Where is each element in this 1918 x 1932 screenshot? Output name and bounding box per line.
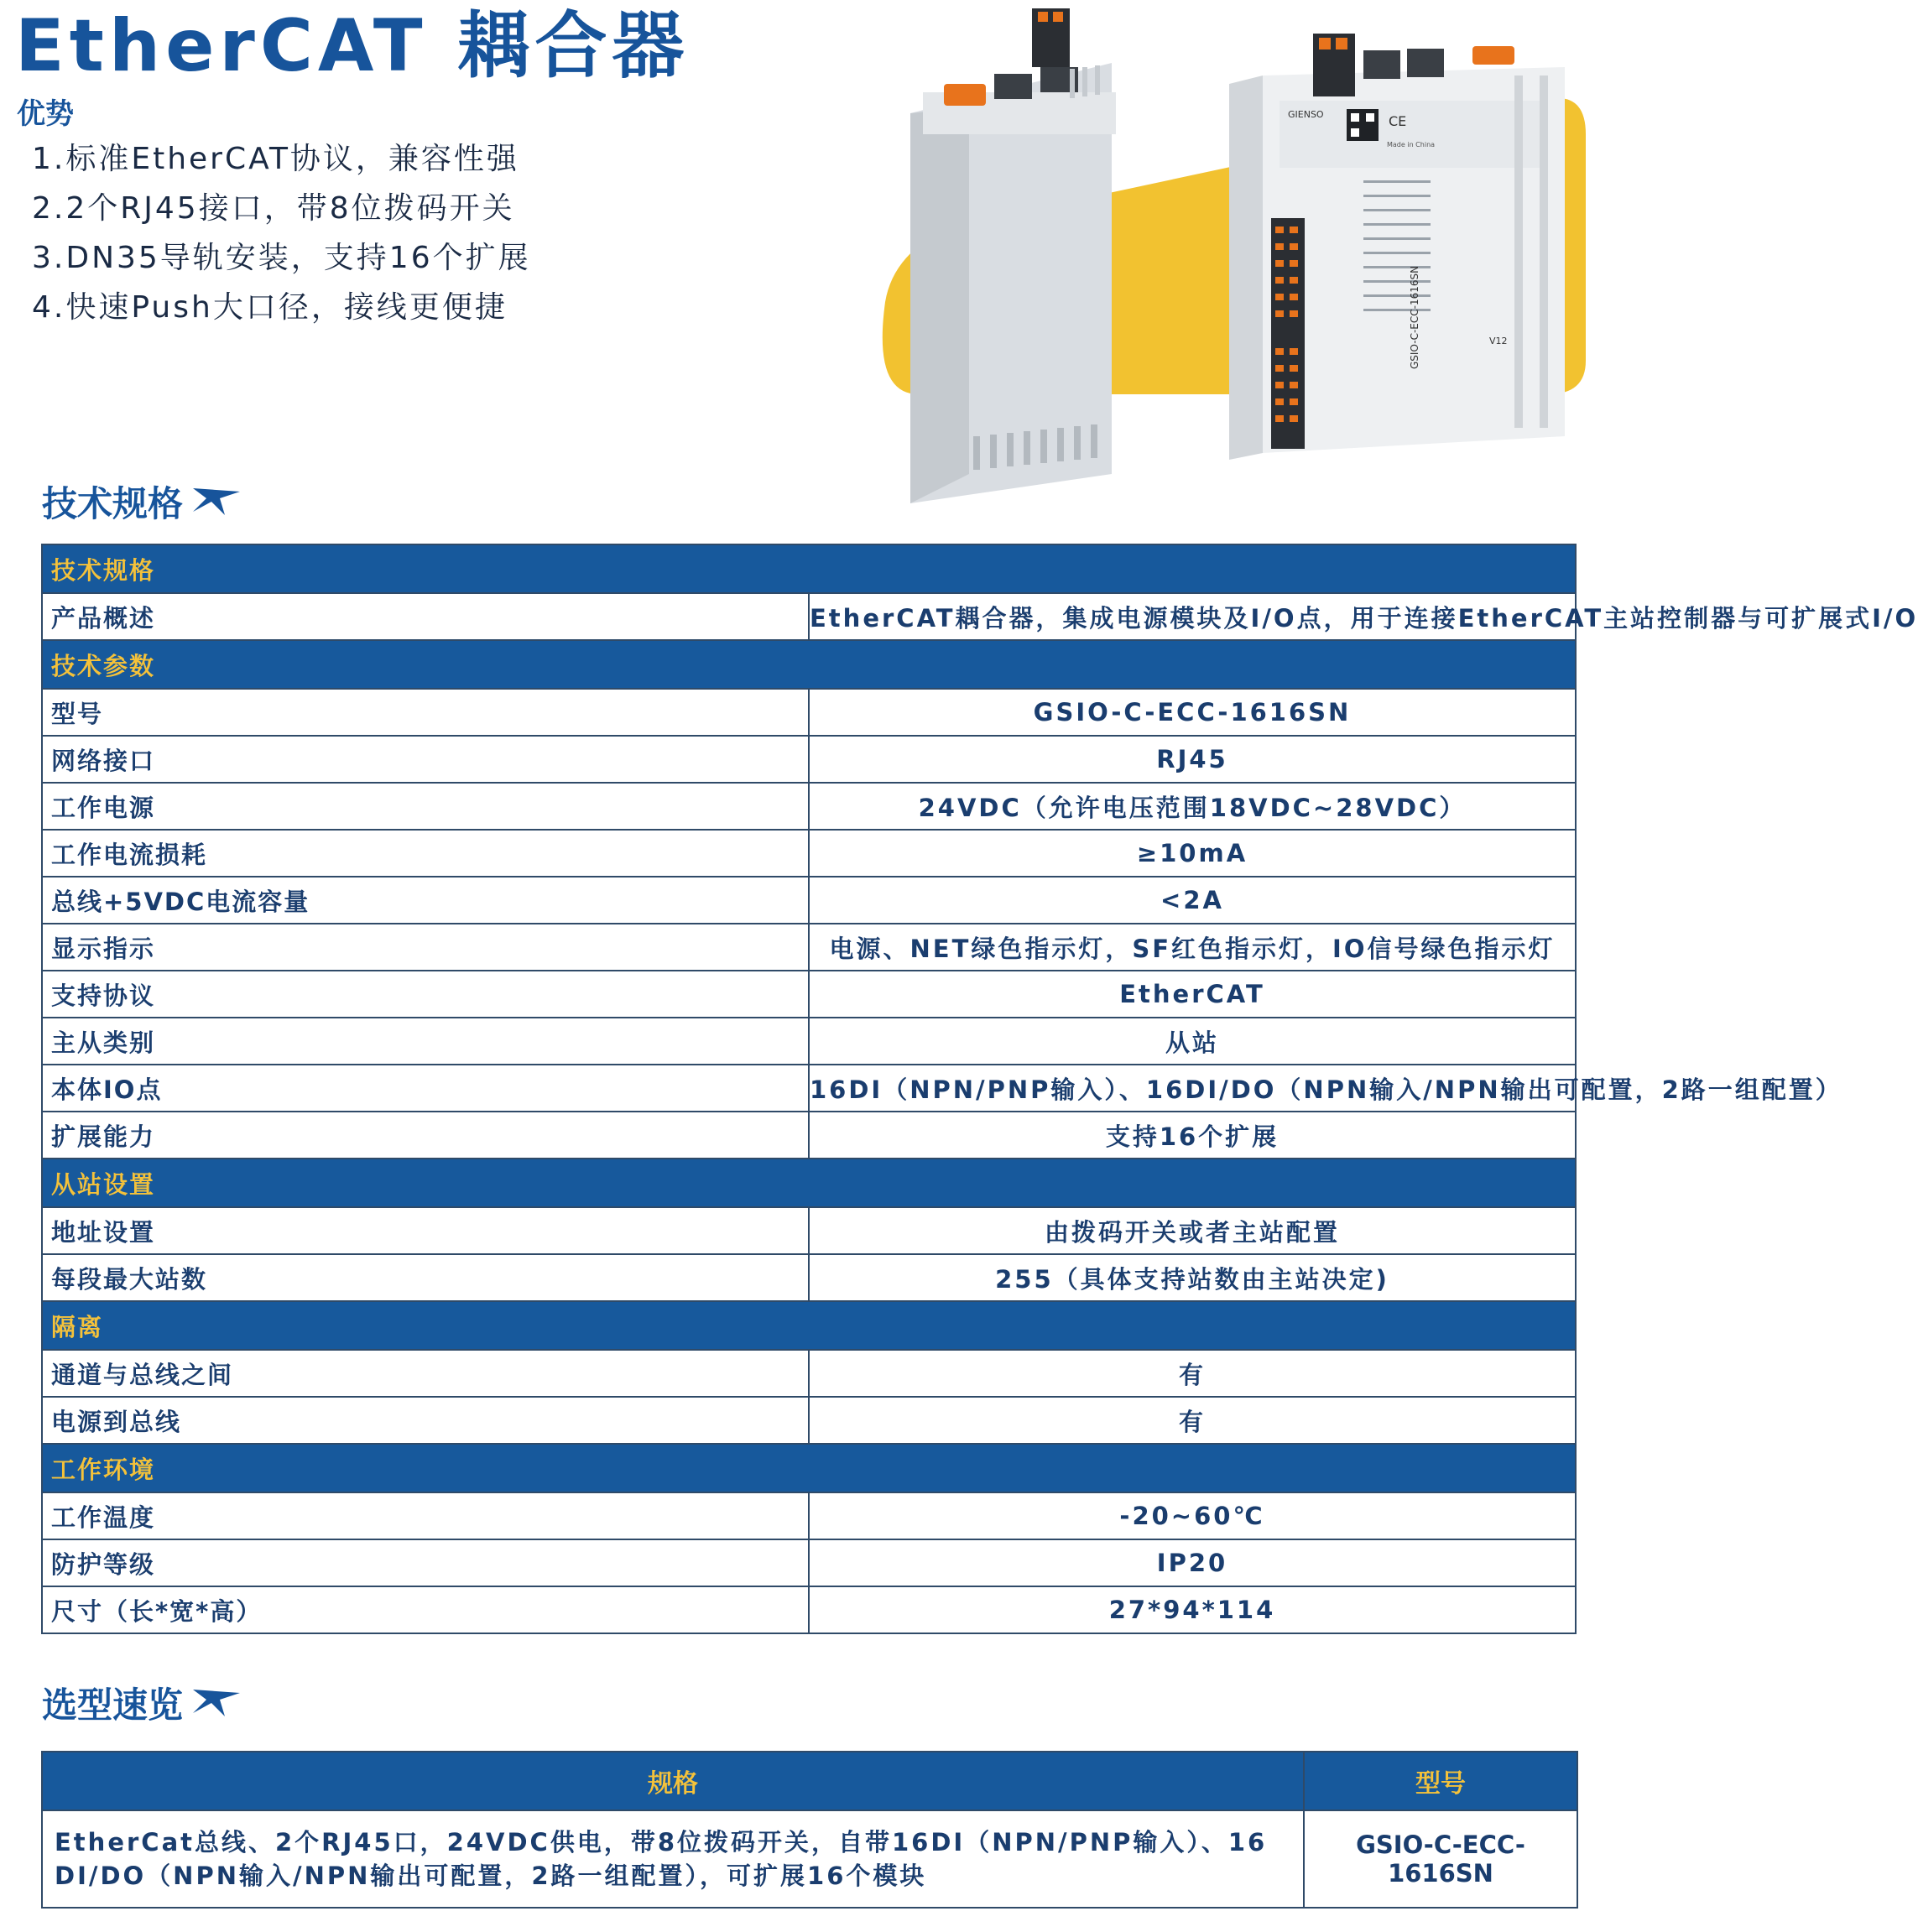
product-image [826, 0, 1582, 487]
spec-description [42, 1810, 1304, 1908]
advantages-heading: 优势 [17, 97, 74, 131]
group-row [42, 1301, 1576, 1350]
col-header-spec: 规格 [42, 1752, 1304, 1810]
row-label: 主从类别 [42, 1018, 809, 1065]
row-value: 16DI（NPN/PNP输入）、16DI/DO（NPN输入/NPN输出可配置，2路一组配置） [809, 1065, 1576, 1112]
table-row [42, 1018, 1576, 1065]
table-row [42, 1586, 1576, 1633]
quick-selection-heading [42, 1678, 242, 1728]
row-label: 工作温度 [42, 1492, 809, 1539]
col-header-model: 型号 [1304, 1752, 1577, 1810]
row-label: 型号 [42, 689, 809, 736]
row-value: 有 [809, 1350, 1576, 1397]
table-row [42, 1810, 1577, 1908]
model-value: GSIO-C-ECC-1616SN [1304, 1810, 1577, 1908]
spec-line: EtherCat总线、2个RJ45口，24VDC供电，带8位拨码开关，自带16DI（NPN/PNP输入）、16 [55, 1828, 1268, 1856]
row-value: -20~60℃ [809, 1492, 1576, 1539]
table-row [42, 1112, 1576, 1159]
row-label: 工作电流损耗 [42, 830, 809, 877]
group-row [42, 1444, 1576, 1492]
brand-label: GIENSO [1288, 109, 1324, 120]
advantage-item: 4.快速Push大口径，接线更便捷 [32, 290, 508, 325]
table-row [42, 877, 1576, 924]
row-value: EtherCAT [809, 971, 1576, 1018]
row-value: ≥10mA [809, 830, 1576, 877]
arrow-icon [191, 487, 242, 517]
row-label: 通道与总线之间 [42, 1350, 809, 1397]
group-row [42, 544, 1576, 593]
row-value: RJ45 [809, 736, 1576, 783]
table-row [42, 736, 1576, 783]
row-value: GSIO-C-ECC-1616SN [809, 689, 1576, 736]
table-row [42, 924, 1576, 971]
table-row [42, 689, 1576, 736]
row-label: 地址设置 [42, 1207, 809, 1254]
row-label: 扩展能力 [42, 1112, 809, 1159]
advantages-list [32, 134, 531, 332]
row-label: 总线+5VDC电流容量 [42, 877, 809, 924]
row-label: 防护等级 [42, 1539, 809, 1586]
group-title: 隔离 [42, 1301, 1576, 1350]
row-label: 尺寸（长*宽*高） [42, 1586, 809, 1633]
quick-selection-table [41, 1751, 1578, 1909]
row-value: 电源、NET绿色指示灯，SF红色指示灯，IO信号绿色指示灯 [809, 924, 1576, 971]
row-value: 有 [809, 1397, 1576, 1444]
table-row [42, 1539, 1576, 1586]
ce-mark: CE [1389, 113, 1407, 129]
spec-table [41, 544, 1918, 1634]
row-value: 24VDC（允许电压范围18VDC~28VDC） [809, 783, 1576, 830]
row-label: 电源到总线 [42, 1397, 809, 1444]
row-value: 255（具体支持站数由主站决定) [809, 1254, 1576, 1301]
spec-line: DI/DO（NPN输入/NPN输出可配置，2路一组配置），可扩展16个模块 [55, 1862, 927, 1890]
row-value: 支持16个扩展 [809, 1112, 1576, 1159]
row-value: IP20 [809, 1539, 1576, 1586]
row-value: <2A [809, 877, 1576, 924]
row-label: 支持协议 [42, 971, 809, 1018]
table-row [42, 971, 1576, 1018]
group-title: 技术规格 [42, 544, 1576, 593]
row-value: 27*94*114 [809, 1586, 1576, 1633]
table-row [42, 1065, 1576, 1112]
spec-heading-text: 技术规格 [42, 483, 184, 524]
table-row [42, 593, 1576, 640]
spec-heading [42, 476, 242, 527]
table-header-row [42, 1752, 1577, 1810]
table-row [42, 1254, 1576, 1301]
made-in-label: Made in China [1387, 141, 1436, 148]
version-label: V12 [1489, 336, 1508, 346]
row-label: 本体IO点 [42, 1065, 809, 1112]
row-label: 工作电源 [42, 783, 809, 830]
row-value: 由拨码开关或者主站配置 [809, 1207, 1576, 1254]
group-title: 工作环境 [42, 1444, 1576, 1492]
advantage-item: 2.2个RJ45接口，带8位拨码开关 [32, 191, 515, 226]
group-title: 从站设置 [42, 1159, 1576, 1207]
advantage-item: 3.DN35导轨安装，支持16个扩展 [32, 241, 531, 275]
row-label: 产品概述 [42, 593, 809, 640]
group-row [42, 1159, 1576, 1207]
group-title: 技术参数 [42, 640, 1576, 689]
right-module [1229, 34, 1565, 460]
table-row [42, 1397, 1576, 1444]
row-label: 每段最大站数 [42, 1254, 809, 1301]
table-row [42, 1207, 1576, 1254]
row-value: 从站 [809, 1018, 1576, 1065]
row-label: 显示指示 [42, 924, 809, 971]
row-label: 网络接口 [42, 736, 809, 783]
quick-heading-text: 选型速览 [42, 1685, 184, 1726]
arrow-icon [191, 1688, 242, 1718]
table-row [42, 1492, 1576, 1539]
group-row [42, 640, 1576, 689]
left-module [910, 8, 1116, 503]
row-value: EtherCAT耦合器，集成电源模块及I/O点，用于连接EtherCAT主站控制器与可扩展式I/O [809, 593, 1576, 640]
model-label: GSIO-C-ECC-1616SN [1409, 265, 1420, 369]
page-title: EtherCAT 耦合器 [15, 4, 690, 88]
table-row [42, 1350, 1576, 1397]
advantage-item: 1.标准EtherCAT协议，兼容性强 [32, 142, 519, 176]
table-row [42, 830, 1576, 877]
table-row [42, 783, 1576, 830]
